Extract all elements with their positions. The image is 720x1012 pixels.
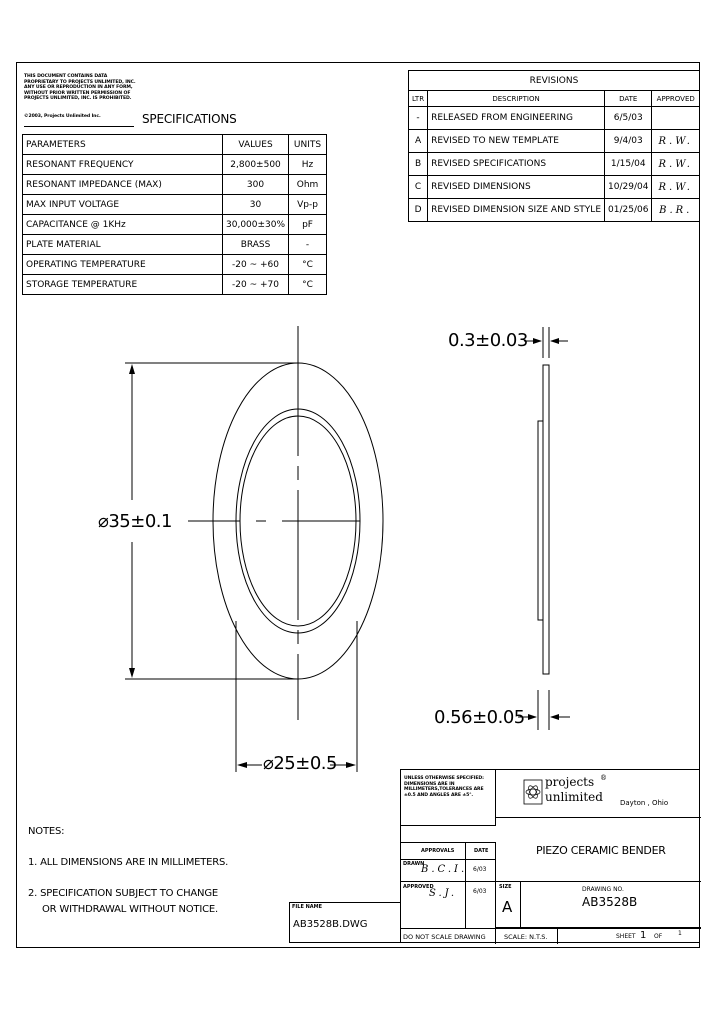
sheet-cell xyxy=(558,928,701,944)
rev-ltr: B xyxy=(409,153,428,176)
drawing-no-cell xyxy=(521,882,701,928)
file-name-label: FILE NAME xyxy=(292,904,323,910)
rev-approved: R.W. xyxy=(652,153,700,176)
company-name-line2: unlimited xyxy=(545,790,603,804)
spec-value: 30 xyxy=(223,195,289,215)
spec-param: PLATE MATERIAL xyxy=(23,235,223,255)
spec-value: 30,000±30% xyxy=(223,215,289,235)
spec-unit: Ohm xyxy=(289,175,327,195)
approved-label: APPROVED xyxy=(403,884,434,890)
spec-unit: °C xyxy=(289,255,327,275)
rev-ltr: C xyxy=(409,176,428,199)
spec-unit: Vp-p xyxy=(289,195,327,215)
note-1: 1. ALL DIMENSIONS ARE IN MILLIMETERS. xyxy=(28,857,229,868)
notes-title: NOTES: xyxy=(28,826,65,837)
side-ceramic xyxy=(538,421,543,620)
company-logo-icon xyxy=(523,779,543,805)
rev-desc: REVISED TO NEW TEMPLATE xyxy=(428,130,605,153)
spec-unit: - xyxy=(289,235,327,255)
spec-value: 2,800±500 xyxy=(223,155,289,175)
rev-approved: R.W. xyxy=(652,176,700,199)
rev-desc: RELEASED FROM ENGINEERING xyxy=(428,107,605,130)
drawing-title-cell xyxy=(496,818,701,882)
approved-by: S.J. xyxy=(429,888,458,899)
spec-unit: pF xyxy=(289,215,327,235)
drawing-no-value: AB3528B xyxy=(582,895,638,909)
spec-value: BRASS xyxy=(223,235,289,255)
spec-col-parameters: PARAMETERS xyxy=(23,135,223,155)
spec-col-values: VALUES xyxy=(223,135,289,155)
rev-col-date: DATE xyxy=(605,91,652,107)
outer-diameter-dimension: ⌀35±0.1 xyxy=(98,511,172,532)
rev-date: 01/25/06 xyxy=(605,199,652,222)
size-value: A xyxy=(502,898,513,916)
overall-arrow-right xyxy=(550,714,559,720)
thick-arrow-left xyxy=(533,338,542,344)
company-location: Dayton , Ohio xyxy=(620,799,669,807)
file-name-value: AB3528B.DWG xyxy=(293,919,368,930)
approved-date-cell xyxy=(466,882,496,928)
scale-cell xyxy=(496,928,558,944)
rev-date: 1/15/04 xyxy=(605,153,652,176)
drawing-no-label: DRAWING NO. xyxy=(582,886,624,893)
rev-col-approved: APPROVED xyxy=(652,91,700,107)
copyright-text: ©2003, Projects Unlimited Inc. xyxy=(24,114,101,119)
title-block xyxy=(400,769,700,943)
thick-arrow-right xyxy=(550,338,559,344)
rev-approved: B.R. xyxy=(652,199,700,222)
sheet-number: 1 xyxy=(640,930,647,941)
spec-value: -20 ~ +70 xyxy=(223,275,289,295)
drawn-date: 6/03 xyxy=(473,866,487,873)
rev-date: 9/4/03 xyxy=(605,130,652,153)
no-scale-cell xyxy=(401,928,496,944)
approvals-date-label: DATE xyxy=(474,848,489,854)
overall-arrow-left xyxy=(528,714,537,720)
od-arrow-top xyxy=(129,364,135,374)
approved-cell xyxy=(401,882,466,928)
rev-desc: REVISED SPECIFICATIONS xyxy=(428,153,605,176)
tolerance-cell xyxy=(401,770,496,826)
spec-col-units: UNITS xyxy=(289,135,327,155)
note-2: 2. SPECIFICATION SUBJECT TO CHANGE xyxy=(28,888,218,899)
rev-date: 6/5/03 xyxy=(605,107,652,130)
spec-param: CAPACITANCE @ 1KHz xyxy=(23,215,223,235)
of-label: OF xyxy=(654,933,663,940)
side-plate xyxy=(543,365,549,674)
revisions-title: REVISIONS xyxy=(409,71,700,91)
rev-col-ltr: LTR xyxy=(409,91,428,107)
spec-param: STORAGE TEMPERATURE xyxy=(23,275,223,295)
sheet-label: SHEET xyxy=(616,933,636,940)
proprietary-notice: THIS DOCUMENT CONTAINS DATA PROPRIETARY TO PROJECTS UNLIMITED, INC. ANY USE OR REPRODUCTION IN ANY FORM, WITHOUT PRIOR WRITTEN PERMISSION OF PROJECTS UNLIMITED, INC. IS PROHIBITED. xyxy=(24,74,136,102)
spec-unit: Hz xyxy=(289,155,327,175)
spec-title: SPECIFICATIONS xyxy=(142,112,237,126)
approvals-date-header-cell xyxy=(466,842,496,860)
drawn-cell xyxy=(401,860,466,882)
cd-arrow-right xyxy=(346,762,356,768)
company-name-line1: projects xyxy=(545,775,595,789)
rev-desc: REVISED DIMENSIONS xyxy=(428,176,605,199)
no-scale-note: DO NOT SCALE DRAWING xyxy=(403,933,486,941)
file-name-box xyxy=(289,902,401,943)
approved-date: 6/03 xyxy=(473,888,487,895)
rev-date: 10/29/04 xyxy=(605,176,652,199)
rev-desc: REVISED DIMENSION SIZE AND STYLE xyxy=(428,199,605,222)
drawn-label: DRAWN xyxy=(403,861,425,867)
spec-value: 300 xyxy=(223,175,289,195)
size-label: SIZE xyxy=(499,884,512,890)
od-arrow-bottom xyxy=(129,668,135,678)
spec-param: RESONANT FREQUENCY xyxy=(23,155,223,175)
company-registered-mark: ® xyxy=(600,774,607,782)
thickness-dimension: 0.3±0.03 xyxy=(448,330,528,351)
cd-arrow-left xyxy=(237,762,247,768)
spec-param: RESONANT IMPEDANCE (MAX) xyxy=(23,175,223,195)
approvals-header-cell xyxy=(401,842,466,860)
scale-value: SCALE: N.T.S. xyxy=(504,933,548,941)
sheet-total: 1 xyxy=(678,930,682,937)
drawing-title: PIEZO CERAMIC BENDER xyxy=(536,844,666,857)
note-2-cont: OR WITHDRAWAL WITHOUT NOTICE. xyxy=(42,904,218,915)
drawn-by: B.C.I. xyxy=(421,864,468,875)
rev-ltr: - xyxy=(409,107,428,130)
spec-param: OPERATING TEMPERATURE xyxy=(23,255,223,275)
spec-value: -20 ~ +60 xyxy=(223,255,289,275)
rev-ltr: D xyxy=(409,199,428,222)
approvals-label: APPROVALS xyxy=(421,848,455,854)
rev-approved: R.W. xyxy=(652,130,700,153)
tolerance-note: UNLESS OTHERWISE SPECIFIED: DIMENSIONS ARE IN MILLIMETERS,TOLERANCES ARE ±0.5 AND ANGLES ARE ±5°. xyxy=(404,776,484,798)
ceramic-diameter-dimension: ⌀25±0.5 xyxy=(263,753,337,774)
spec-param: MAX INPUT VOLTAGE xyxy=(23,195,223,215)
spec-unit: °C xyxy=(289,275,327,295)
rev-col-description: DESCRIPTION xyxy=(428,91,605,107)
rev-ltr: A xyxy=(409,130,428,153)
drawn-date-cell xyxy=(466,860,496,882)
company-cell xyxy=(496,770,701,818)
size-cell xyxy=(496,882,521,928)
overall-thickness-dimension: 0.56±0.05 xyxy=(434,707,525,728)
